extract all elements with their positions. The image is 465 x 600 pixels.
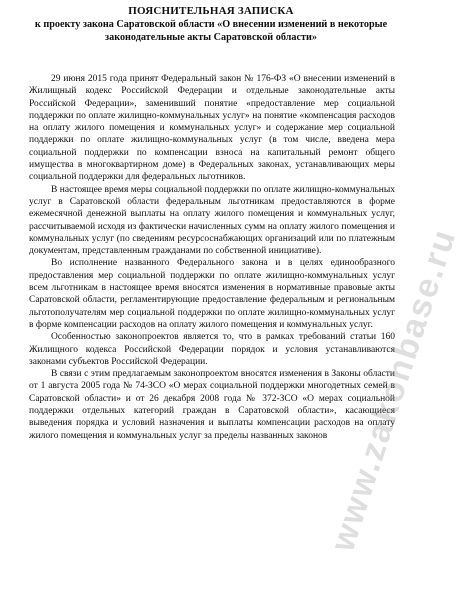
paragraph: Во исполнение названного Федерального закона и в целях единообразного предоставления мер социальной поддержки по оплате жилищно-коммунальных услуг всем льготникам в настоящее время вносятся изменения в нормативные правовые акты Саратовской области, регламентирующие предоставление федеральным и региональным льготополучателям мер социальной поддержки по оплате жилищно-коммунальных услуг в форме компенсации расходов на оплату жилого помещения и коммунальных услуг. [29,258,395,330]
paragraph: В связи с этим предлагаемым законопроектом вносятся изменения в Законы области от 1 августа 2005 года № 74-ЗСО «О мерах социальной поддержки многодетных семей в Саратовской области» и от 26 декабря 2008 года № 372-ЗСО «О мерах социальной поддержки отдельных категорий граждан в Саратовской области», касающиеся выведения порядка и условий назначения и выплаты компенсации расходов на оплату жилого помещения и коммунальных услуг за пределы названных законов [29,369,395,441]
document-title: ПОЯСНИТЕЛЬНАЯ ЗАПИСКА [128,5,294,17]
paragraph: 29 июня 2015 года принят Федеральный закон № 176-ФЗ «О внесении изменений в Жилищный кодекс Российской Федерации и отдельные законодательные акты Российской Федерации», заменивший понятие «предоставление мер социальной поддержки по оплате жилищно-коммунальных услуг» на понятие «компенсация расходов на оплату жилого помещения и коммунальных услуг» и содержание мер социальной поддержки по оплате жилищно-коммунальных услуг (в том числе, введена мера социальной поддержки по компенсации взноса на капитальный ремонт общего имущества в многоквартирном доме) в Федеральных законах, устанавливающих меры социальной поддержки для федеральных льготников. [29,74,395,183]
document-header [0,4,422,44]
document-subtitle: к проекту закона Саратовской области «О внесении изменений в некоторые законодательные акты Саратовской области» [34,19,388,43]
paragraph: В настоящее время меры социальной поддержки по оплате жилищно-коммунальных услуг в Саратовской области федеральным льготникам предоставляются в форме ежемесячной денежной выплаты на оплату жилого помещения и коммунальных услуг, рассчитываемой исходя из фактически начисленных сумм на оплату жилого помещения и коммунальных услуг (по сведениям ресурсоснабжающих организаций или по платежным документам, представленным гражданами по собственной инициативе). [29,184,395,257]
paragraph: Особенностью законопроектов является то, что в рамках требований статьи 160 Жилищного кодекса Российской Федерации порядок и условия устанавливаются законами субъектов Российской Федерации. [29,332,395,367]
document-body [29,73,395,442]
watermark-text: www.zakonbase.ru [323,223,464,556]
